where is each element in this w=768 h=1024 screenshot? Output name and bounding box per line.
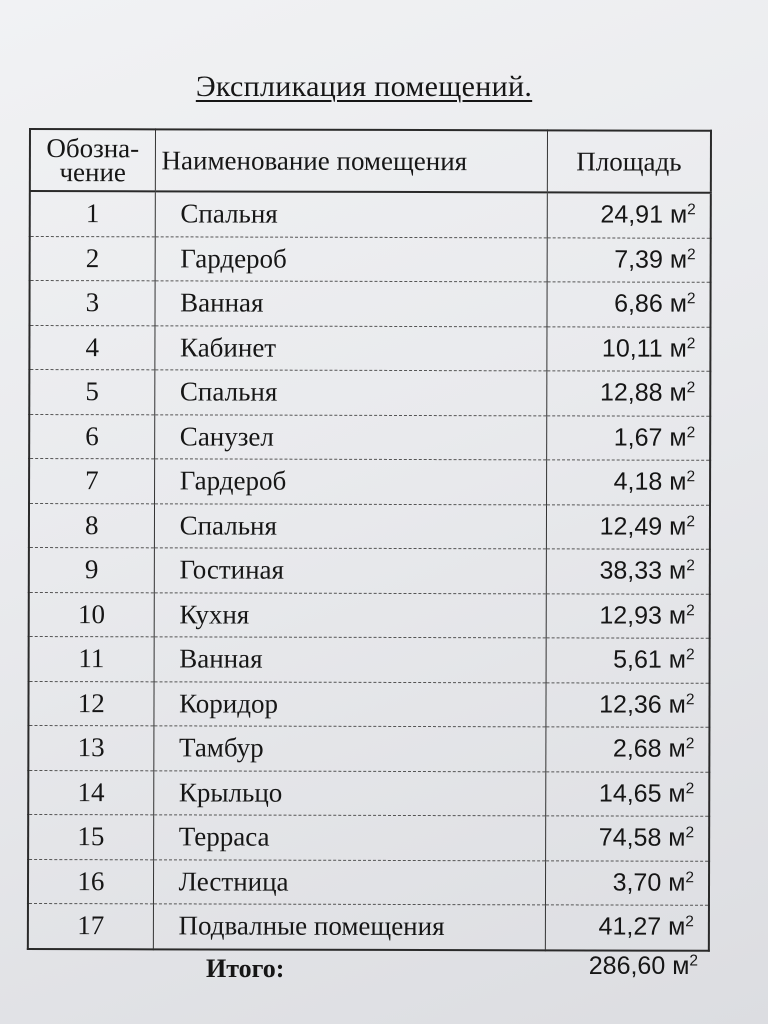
row-designation: 11 <box>29 637 154 682</box>
row-area-value: 12,49 <box>599 512 663 541</box>
row-room-name: Кабинет <box>155 325 547 371</box>
row-room-name: Гардероб <box>154 459 546 505</box>
row-designation: 10 <box>29 592 154 637</box>
row-area-unit: м <box>668 601 687 630</box>
row-area <box>547 282 711 327</box>
row-area-unit: м <box>669 467 687 496</box>
row-area-unit: м <box>668 690 686 719</box>
row-area-value: 10,11 <box>601 334 663 363</box>
row-area-unit-power: 2 <box>686 601 695 619</box>
row-room-name: Гостиная <box>154 548 546 594</box>
row-area-unit-power: 2 <box>687 245 696 263</box>
row-area-value: 6,86 <box>614 289 663 318</box>
row-area <box>547 192 711 237</box>
row-designation: 7 <box>29 459 154 504</box>
row-area-value: 2,68 <box>612 734 662 763</box>
row-area-value: 3,70 <box>612 868 662 897</box>
row-area-unit-power: 2 <box>685 735 695 753</box>
row-area <box>547 415 711 460</box>
table-row <box>29 592 710 638</box>
row-designation: 2 <box>30 236 155 281</box>
row-area-value: 74,58 <box>598 823 662 852</box>
row-area-unit: м <box>669 512 687 541</box>
row-area-unit-power: 2 <box>686 334 696 352</box>
row-area-unit-power: 2 <box>685 779 695 797</box>
row-area-unit-power: 2 <box>686 512 695 530</box>
row-area <box>547 460 711 505</box>
document-title: Экспликация помещений. <box>195 70 533 103</box>
row-area-value: 12,36 <box>599 690 662 719</box>
row-area-unit: м <box>669 423 687 452</box>
row-area <box>547 326 711 371</box>
table-row <box>29 637 710 683</box>
row-designation: 15 <box>28 815 153 860</box>
row-designation: 6 <box>29 414 154 459</box>
row-area-unit-power: 2 <box>687 201 696 219</box>
row-room-name: Ванная <box>154 637 546 683</box>
table-row <box>29 370 710 416</box>
row-area <box>546 682 710 727</box>
row-area-value: 14,65 <box>598 779 662 808</box>
row-room-name: Спальня <box>154 503 546 549</box>
row-area-unit: м <box>668 556 687 585</box>
row-room-name: Терраса <box>153 815 545 861</box>
row-designation: 16 <box>28 859 153 904</box>
row-designation: 4 <box>29 325 154 370</box>
row-area-unit-power: 2 <box>685 868 695 886</box>
row-designation: 1 <box>30 191 155 236</box>
table-row <box>29 548 710 594</box>
row-area <box>545 905 709 950</box>
total-area <box>540 952 698 981</box>
row-designation: 5 <box>29 370 154 415</box>
row-area <box>546 549 710 594</box>
row-designation: 9 <box>29 548 154 593</box>
row-area-unit-power: 2 <box>686 468 696 486</box>
row-area-unit: м <box>668 734 686 763</box>
row-designation: 3 <box>29 281 154 326</box>
row-area <box>546 593 710 638</box>
table-row <box>28 726 709 772</box>
table-row <box>29 414 710 460</box>
row-area-unit-power: 2 <box>686 423 696 441</box>
row-area-unit: м <box>669 334 687 363</box>
row-area-unit-power: 2 <box>686 379 696 397</box>
table-row <box>28 815 709 861</box>
row-area <box>546 638 710 683</box>
table-row <box>30 236 711 282</box>
row-area-unit: м <box>669 200 688 229</box>
row-area <box>547 371 711 416</box>
row-area-unit: м <box>668 645 687 674</box>
row-area <box>545 860 709 905</box>
row-area-unit: м <box>669 289 687 318</box>
row-area-unit-power: 2 <box>685 690 695 708</box>
row-room-name: Тамбур <box>153 726 545 772</box>
row-area-value: 24,91 <box>600 200 664 229</box>
total-area-unit-power: 2 <box>689 952 698 970</box>
total-area-value: 286,60 <box>588 952 666 980</box>
row-area <box>546 504 710 549</box>
row-area-unit-power: 2 <box>685 913 694 931</box>
row-room-name: Спальня <box>154 370 546 416</box>
total-label: Итого: <box>206 954 285 983</box>
row-area <box>547 237 711 282</box>
header-room-name: Наименование помещения <box>155 129 548 192</box>
row-room-name: Гардероб <box>155 236 547 282</box>
table-row <box>28 770 709 816</box>
table-row <box>30 191 711 238</box>
table-row <box>28 681 709 727</box>
row-area-value: 12,88 <box>599 378 663 407</box>
row-area-unit-power: 2 <box>686 557 695 575</box>
row-designation: 14 <box>28 770 153 815</box>
total-area-unit: м <box>672 952 690 980</box>
row-area <box>546 727 710 772</box>
row-area-unit: м <box>669 245 688 274</box>
table-row <box>28 859 709 905</box>
row-room-name: Подвалные помещения <box>153 904 545 950</box>
row-area-unit: м <box>668 823 686 852</box>
row-room-name: Спальня <box>155 191 547 237</box>
table-row <box>29 325 710 371</box>
row-area-unit: м <box>668 779 686 808</box>
row-area <box>546 771 710 816</box>
row-area-unit: м <box>669 378 687 407</box>
row-area-unit-power: 2 <box>685 824 695 842</box>
row-area-unit: м <box>668 868 686 897</box>
row-room-name: Крыльцо <box>153 770 545 816</box>
row-area-unit-power: 2 <box>686 290 696 308</box>
row-room-name: Ванная <box>155 281 547 327</box>
row-designation: 8 <box>29 503 154 548</box>
table-body <box>28 191 711 950</box>
room-explication-table <box>27 128 712 951</box>
row-area-value: 4,18 <box>613 467 663 496</box>
table-row <box>29 503 710 549</box>
header-row <box>30 129 711 193</box>
row-area-value: 12,93 <box>599 601 662 630</box>
header-designation <box>30 129 155 191</box>
table-header <box>30 129 711 193</box>
row-room-name: Коридор <box>154 681 546 727</box>
row-area <box>546 816 710 861</box>
row-area-value: 7,39 <box>614 245 663 274</box>
header-area: Площадь <box>547 130 711 192</box>
header-designation-line2: чение <box>59 157 126 188</box>
row-room-name: Лестница <box>153 859 545 905</box>
row-area-value: 41,27 <box>598 912 662 941</box>
table-row <box>28 903 709 950</box>
row-designation: 17 <box>28 903 153 948</box>
row-room-name: Кухня <box>154 592 546 638</box>
row-room-name: Санузел <box>154 414 546 460</box>
row-area-unit-power: 2 <box>685 646 695 664</box>
row-designation: 13 <box>28 726 153 771</box>
row-area-unit: м <box>668 912 686 941</box>
row-area-value: 1,67 <box>613 423 663 452</box>
row-area-value: 38,33 <box>599 556 663 585</box>
table-row <box>29 459 710 505</box>
row-designation: 12 <box>28 681 153 726</box>
table-row <box>29 281 710 327</box>
header-designation-line1: Обозна- <box>46 133 140 164</box>
row-area-value: 5,61 <box>613 645 662 674</box>
